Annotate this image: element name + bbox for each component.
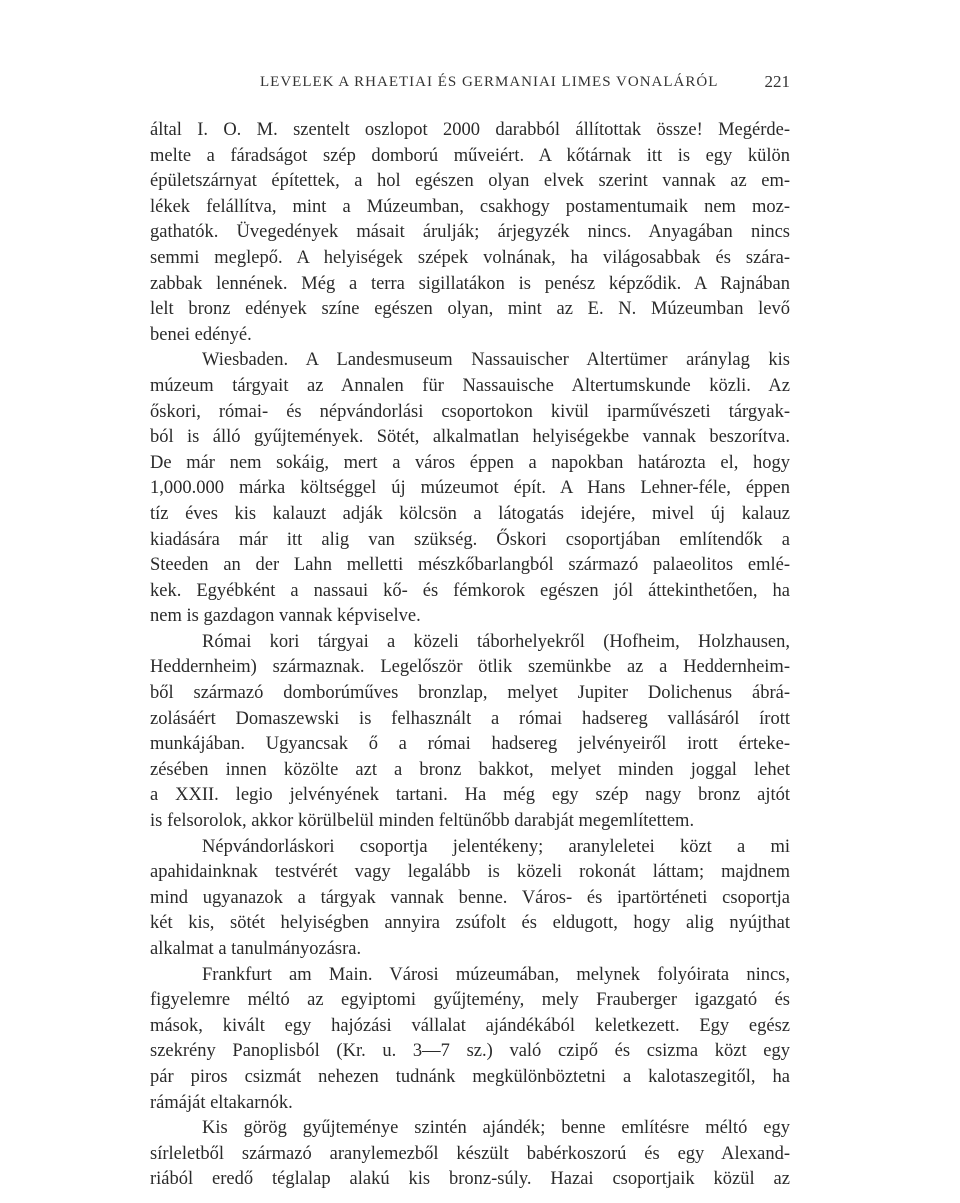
text-line: kiadására már itt alig van szükség. Őskori csoportjában említendők a bbox=[150, 529, 790, 550]
page-header bbox=[150, 66, 790, 96]
text-line: Heddernheim) származnak. Legelőször ötlik szemünkbe az a Heddernheim- bbox=[150, 657, 790, 678]
text-line: Római kori tárgyai a közeli táborhelyekről (Hofheim, Holzhausen, bbox=[202, 631, 790, 652]
text-line: rámáját eltakarnók. bbox=[150, 1092, 293, 1113]
text-line: zésében innen közölte azt a bronz bakkot, melyet minden joggal lehet bbox=[150, 759, 790, 780]
running-title: LEVELEK A RHAETIAI ÉS GERMANIAI LIMES VONALÁRÓL bbox=[260, 74, 719, 90]
text-line: nem is gazdagon vannak képviselve. bbox=[150, 606, 421, 627]
text-line: lékek felállítva, mint a Múzeumban, csakhogy postamentumaik nem moz- bbox=[150, 196, 790, 217]
text-line: apahidainknak testvérét vagy legalább is közeli rokonát láttam; majdnem bbox=[150, 862, 790, 883]
text-line: szekrény Panoplisból (Kr. u. 3—7 sz.) való czipő és csizma közt egy bbox=[150, 1041, 790, 1062]
text-line: 1,000.000 márka költséggel új múzeumot épít. A Hans Lehner-féle, éppen bbox=[150, 478, 790, 499]
text-line: Kis görög gyűjteménye szintén ajándék; benne említésre méltó egy bbox=[202, 1118, 790, 1139]
text-line: kek. Egyébként a nassaui kő- és fémkorok egészen jól áttekinthetően, ha bbox=[150, 580, 790, 601]
text-line: sírleletből származó aranylemezből készült babérkoszorú és egy Alexand- bbox=[150, 1143, 790, 1164]
text-line: is felsorolok, akkor körülbelül minden feltünőbb darabját megemlítettem. bbox=[150, 811, 695, 832]
text-line: lelt bronz edények színe egészen olyan, mint az E. N. Múzeumban levő bbox=[150, 299, 790, 320]
text-line: pár piros csizmát nehezen tudnánk megkülönböztetni a kalotaszegitől, ha bbox=[150, 1066, 790, 1087]
text-line: Wiesbaden. A Landesmuseum Nassauischer Altertümer aránylag kis bbox=[202, 350, 790, 371]
text-line: figyelemre méltó az egyiptomi gyűjtemény, mely Frauberger igazgató és bbox=[150, 990, 790, 1011]
text-line: zolásáért Domaszewski is felhasznált a római hadsereg vallásáról írott bbox=[150, 708, 790, 729]
text-line: ből származó domborúműves bronzlap, melyet Jupiter Dolichenus ábrá- bbox=[150, 683, 790, 704]
text-line: őskori, római- és népvándorlási csoportokon kivül iparművészeti tárgyak- bbox=[150, 401, 790, 422]
text-line: épületszárnyat építettek, a hol egészen olyan elvek szerint vannak az em- bbox=[150, 171, 790, 192]
text-line: a XXII. legio jelvényének tartani. Ha még egy szép nagy bronz ajtót bbox=[150, 785, 790, 806]
text-line: benei edényé. bbox=[150, 324, 252, 345]
text-line: semmi meglepő. A helyiségek szépek volnának, ha világosabbak és szára- bbox=[150, 247, 790, 268]
text-line: munkájában. Ugyancsak ő a római hadsereg jelvényeiről irott érteke- bbox=[150, 734, 790, 755]
body-text bbox=[150, 118, 790, 1193]
text-line: Frankfurt am Main. Városi múzeumában, melynek folyóirata nincs, bbox=[202, 964, 790, 985]
text-line: zabbak lennének. Még a terra sigillatákon is penész képződik. A Rajnában bbox=[150, 273, 790, 294]
text-line: ból is álló gyűjtemények. Sötét, alkalmatlan helyiségekbe vannak beszorítva. bbox=[150, 427, 790, 448]
text-line: mind ugyanazok a tárgyak vannak benne. Város- és ipartörténeti csoportja bbox=[150, 887, 790, 908]
text-line: által I. O. M. szentelt oszlopot 2000 darabból állítottak össze! Megérde- bbox=[150, 120, 790, 140]
text-line: alkalmat a tanulmányozásra. bbox=[150, 939, 362, 959]
text-line: De már nem sokáig, mert a város éppen a napokban határozta el, hogy bbox=[150, 452, 790, 473]
text-line: melte a fáradságot szép domború műveiért. A kőtárnak itt is egy külön bbox=[150, 145, 790, 166]
text-line: múzeum tárgyait az Annalen für Nassauische Altertumskunde közli. Az bbox=[150, 375, 790, 396]
text-line: gathatók. Üvegedények másait árulják; árjegyzék nincs. Anyagában nincs bbox=[150, 222, 790, 243]
text-line: riából eredő téglalap alakú kis bronz-súly. Hazai csoportjaik közül az bbox=[150, 1169, 790, 1190]
page-number: 221 bbox=[764, 72, 790, 91]
text-line: Steeden an der Lahn melletti mészkőbarlangból származó palaeolitos emlé- bbox=[150, 555, 790, 576]
text-line: tíz éves kis kalauzt adják kölcsön a látogatás idejére, mivel új kalauz bbox=[150, 503, 790, 524]
text-line: mások, kivált egy hajózási vállalat ajándékából keletkezett. Egy egész bbox=[150, 1015, 790, 1036]
text-line: Népvándorláskori csoportja jelentékeny; aranyleletei közt a mi bbox=[202, 836, 790, 857]
text-line: két kis, sötét helyiségben annyira zsúfolt és eldugott, hogy alig nyújthat bbox=[150, 913, 790, 934]
